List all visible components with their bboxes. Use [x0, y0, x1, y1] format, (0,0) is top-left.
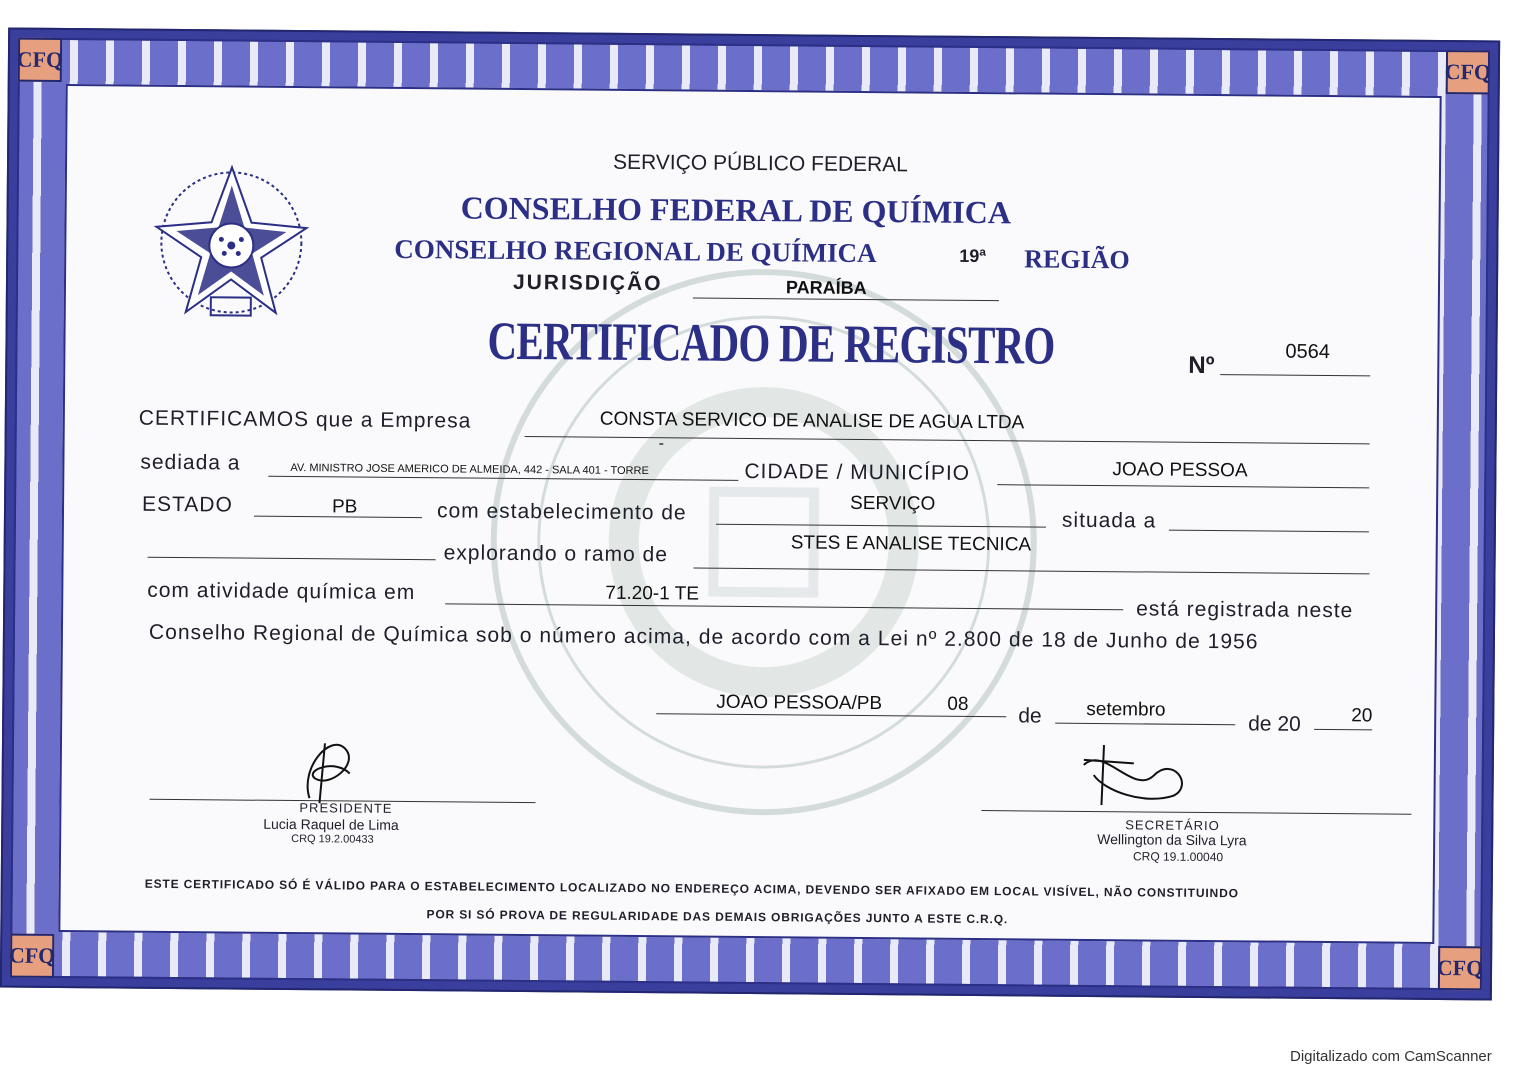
law-text: Conselho Regional de Química sob o número acima, de acordo com a Lei nº 2.800 de 18 de Junho de 1956	[148, 620, 1259, 654]
certificate-paper	[58, 84, 1441, 944]
footer-line-1: ESTE CERTIFICADO SÓ É VÁLIDO PARA O ESTABELECIMENTO LOCALIZADO NO ENDEREÇO ACIMA, DEVENDO SER AFIXADO EM LOCAL VISÍVEL, NÃO CONSTITUINDO	[144, 876, 1239, 901]
scanner-note: Digitalizado com CamScanner	[1290, 1048, 1492, 1065]
president-name: Lucia Raquel de Lima	[263, 815, 399, 833]
address-value: AV. MINISTRO JOSE AMERICO DE ALMEIDA, 442 - SALA 401 - TORRE	[290, 461, 649, 478]
date-day: 08	[947, 693, 969, 715]
located-continuation-line	[148, 557, 436, 561]
region-label: REGIÃO	[1024, 244, 1130, 275]
corner-logo-bottom-right: CFQ	[1438, 946, 1482, 990]
establishment-value: SERVIÇO	[850, 492, 936, 515]
city-value: JOAO PESSOA	[1112, 459, 1248, 482]
city-line	[997, 484, 1369, 488]
council-regional-title: CONSELHO REGIONAL DE QUÍMICA	[394, 233, 877, 269]
secretary-signature-icon	[1073, 735, 1204, 816]
corner-logo-top-left: CFQ	[18, 38, 62, 82]
branch-label: explorando o ramo de	[443, 541, 669, 567]
company-value: CONSTA SERVICO DE ANALISE DE AGUA LTDA	[599, 408, 1025, 434]
date-month: setembro	[1086, 698, 1166, 721]
president-role: PRESIDENTE	[299, 800, 393, 816]
jurisdiction-value: PARAÍBA	[785, 277, 867, 299]
corner-logo-top-right: CFQ	[1446, 50, 1490, 94]
year-line	[1314, 729, 1372, 731]
region-number: 19ª	[959, 245, 987, 267]
certify-label: CERTIFICAMOS que a Empresa	[138, 406, 472, 433]
date-year-prefix: de 20	[1248, 712, 1301, 736]
footer-line-2: POR SI SÓ PROVA DE REGULARIDADE DAS DEMAIS OBRIGAÇÕES JUNTO A ESTE C.R.Q.	[426, 907, 1009, 927]
jurisdiction-label: JURISDIÇÃO	[512, 270, 663, 296]
service-label: SERVIÇO PÚBLICO FEDERAL	[612, 150, 909, 177]
number-line	[1220, 374, 1370, 376]
city-label: CIDADE / MUNICÍPIO	[744, 459, 971, 485]
state-value: PB	[331, 496, 358, 518]
activity-value: 71.20-1 TE	[605, 582, 700, 605]
activity-label: com atividade química em	[147, 578, 416, 605]
date-year-suffix: 20	[1351, 705, 1373, 727]
month-line	[1055, 723, 1235, 726]
company-dash: -	[658, 435, 665, 453]
seat-label: sediada a	[140, 450, 241, 475]
president-signature-icon	[289, 728, 370, 809]
branch-value: STES E ANALISE TECNICA	[790, 532, 1032, 556]
certificate	[0, 23, 1504, 1004]
secretary-crq: CRQ 19.1.00040	[1132, 849, 1224, 865]
date-place: JOAO PESSOA/PB	[716, 691, 883, 715]
establishment-label: com estabelecimento de	[436, 499, 687, 525]
registered-label: está registrada neste	[1136, 597, 1354, 623]
certificate-title: CERTIFICADO DE REGISTRO	[487, 310, 1055, 376]
number-label: Nº	[1188, 351, 1215, 380]
located-label: situada a	[1061, 508, 1157, 533]
number-value: 0564	[1285, 340, 1331, 364]
secretary-name: Wellington da Silva Lyra	[1097, 831, 1247, 849]
council-federal-title: CONSELHO FEDERAL DE QUÍMICA	[460, 189, 1012, 231]
president-crq: CRQ 19.2.00433	[291, 833, 374, 846]
located-line	[1169, 530, 1369, 533]
secretary-role: SECRETÁRIO	[1125, 817, 1220, 834]
state-label: ESTADO	[141, 492, 233, 517]
corner-logo-bottom-left: CFQ	[10, 934, 54, 978]
date-of-label: de	[1018, 704, 1042, 728]
coat-of-arms-icon	[146, 157, 318, 338]
